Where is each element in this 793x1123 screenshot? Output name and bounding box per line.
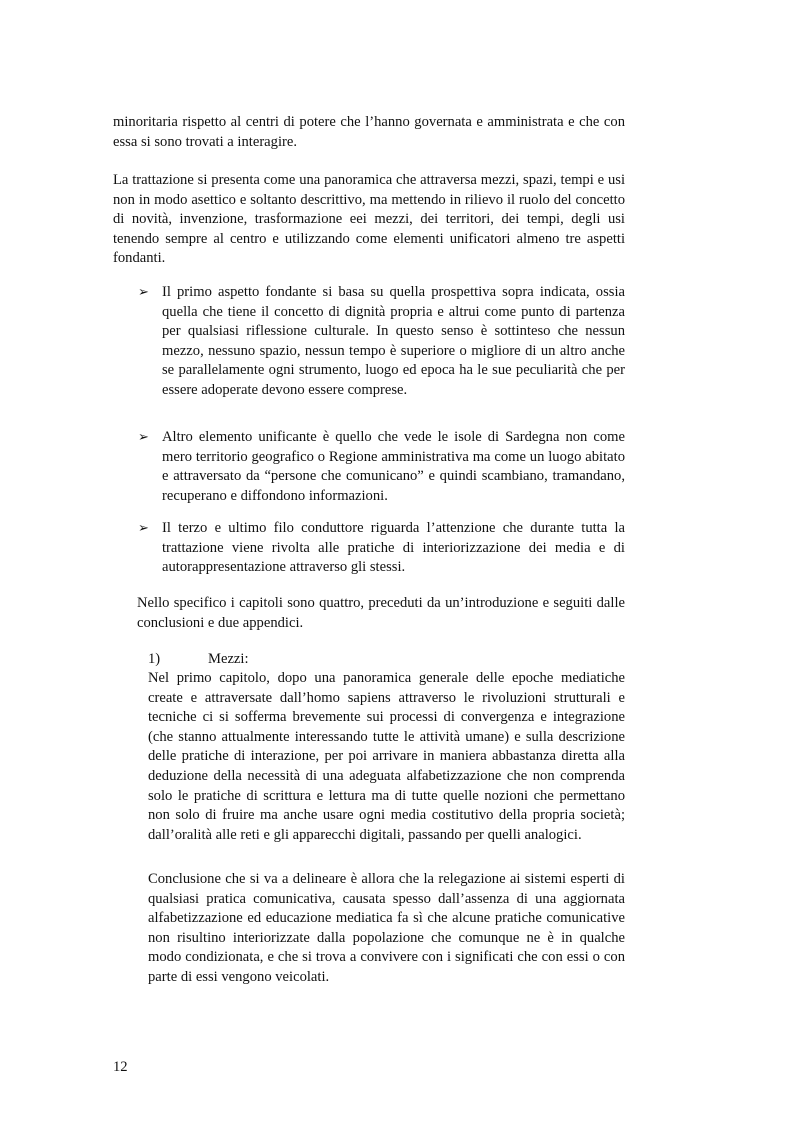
bullet-text: Altro elemento unificante è quello che vede le isole di Sardegna non come mero territorio geografico o Regione amministrativa ma come un luogo abitato e attraversato da “persone che comunicano” e quindi scambiano, tramandano, recuperano e diffondono informazioni. xyxy=(162,429,625,504)
bullet-text: Il terzo e ultimo filo conduttore riguarda l’attenzione che durante tutta la trattazione viene rivolta alle pratiche di interiorizzazione dei media e di autorappresentazione attraverso gli stessi. xyxy=(162,520,625,576)
intro-continuation-paragraph: minoritaria rispetto al centri di potere che l’hanno governata e amministrata e che con essa si sono trovati a interagire. xyxy=(113,114,625,150)
chapters-overview-paragraph: Nello specifico i capitoli sono quattro, preceduti da un’introduzione e seguiti dalle conclusioni e due appendici. xyxy=(137,595,625,631)
page-number: 12 xyxy=(113,1059,128,1075)
bullet-text: Il primo aspetto fondante si basa su quella prospettiva sopra indicata, ossia quella che tiene il concetto di dignità propria e altrui come punto di partenza per qualsiasi riflessione culturale. In questo senso è sottinteso che nessun mezzo, nessuno spazio, nessun tempo è superiore o migliore di un altro anche se parallelamente ogni strumento, luogo ed epoca ha le sue peculiarità che per essere adoperate devono essere comprese. xyxy=(162,284,625,398)
chapter-number: 1) xyxy=(148,651,161,667)
arrow-bullet-icon: ➢ xyxy=(138,285,149,300)
chapter-title: Mezzi: xyxy=(208,651,249,667)
chapter-conclusion-paragraph: Conclusione che si va a delineare è allora che la relegazione ai sistemi esperti di qualsiasi pratica comunicativa, causata spesso dall’assenza di una aggiornata alfabetizzazione ed educazione mediatica fa sì che alcune pratiche comunicative non risultino interiorizzate dalla popolazione che comunque ne è in qualche modo condizionata, e che si trova a convivere con i significati che con essi o con parte di essi vengono veicolati. xyxy=(148,871,625,985)
panoramica-paragraph: La trattazione si presenta come una panoramica che attraversa mezzi, spazi, tempi e usi non in modo asettico e soltanto descrittivo, ma mettendo in rilievo il ruolo del concetto di novità, invenzione, trasformazione eei mezzi, dei territori, dei tempi, degli usi tenendo sempre al centro e utilizzando come elementi unificatori almeno tre aspetti fondanti. xyxy=(113,172,625,267)
arrow-bullet-icon: ➢ xyxy=(138,430,149,445)
arrow-bullet-icon: ➢ xyxy=(138,521,149,536)
chapter-body-paragraph: Nel primo capitolo, dopo una panoramica generale delle epoche mediatiche create e attraversate dall’homo sapiens attraverso le rivoluzioni strutturali e tecniche ci si sofferma brevemente sui processi di convergenza e integrazione (che stanno attualmente interessando tutte le attività umane) e sulla descrizione delle pratiche di interazione, per poi arrivare in maniera abbastanza diretta alla deduzione della necessità di una adeguata alfabetizzazione che non comprenda solo le pratiche di scrittura e lettura ma di tutte quelle nozioni che permettano non solo di fruire ma anche usare ogni media costitutivo della propria società; dall’oralità alle reti e gli apparecchi digitali, passando per quelli analogici. xyxy=(148,670,625,843)
